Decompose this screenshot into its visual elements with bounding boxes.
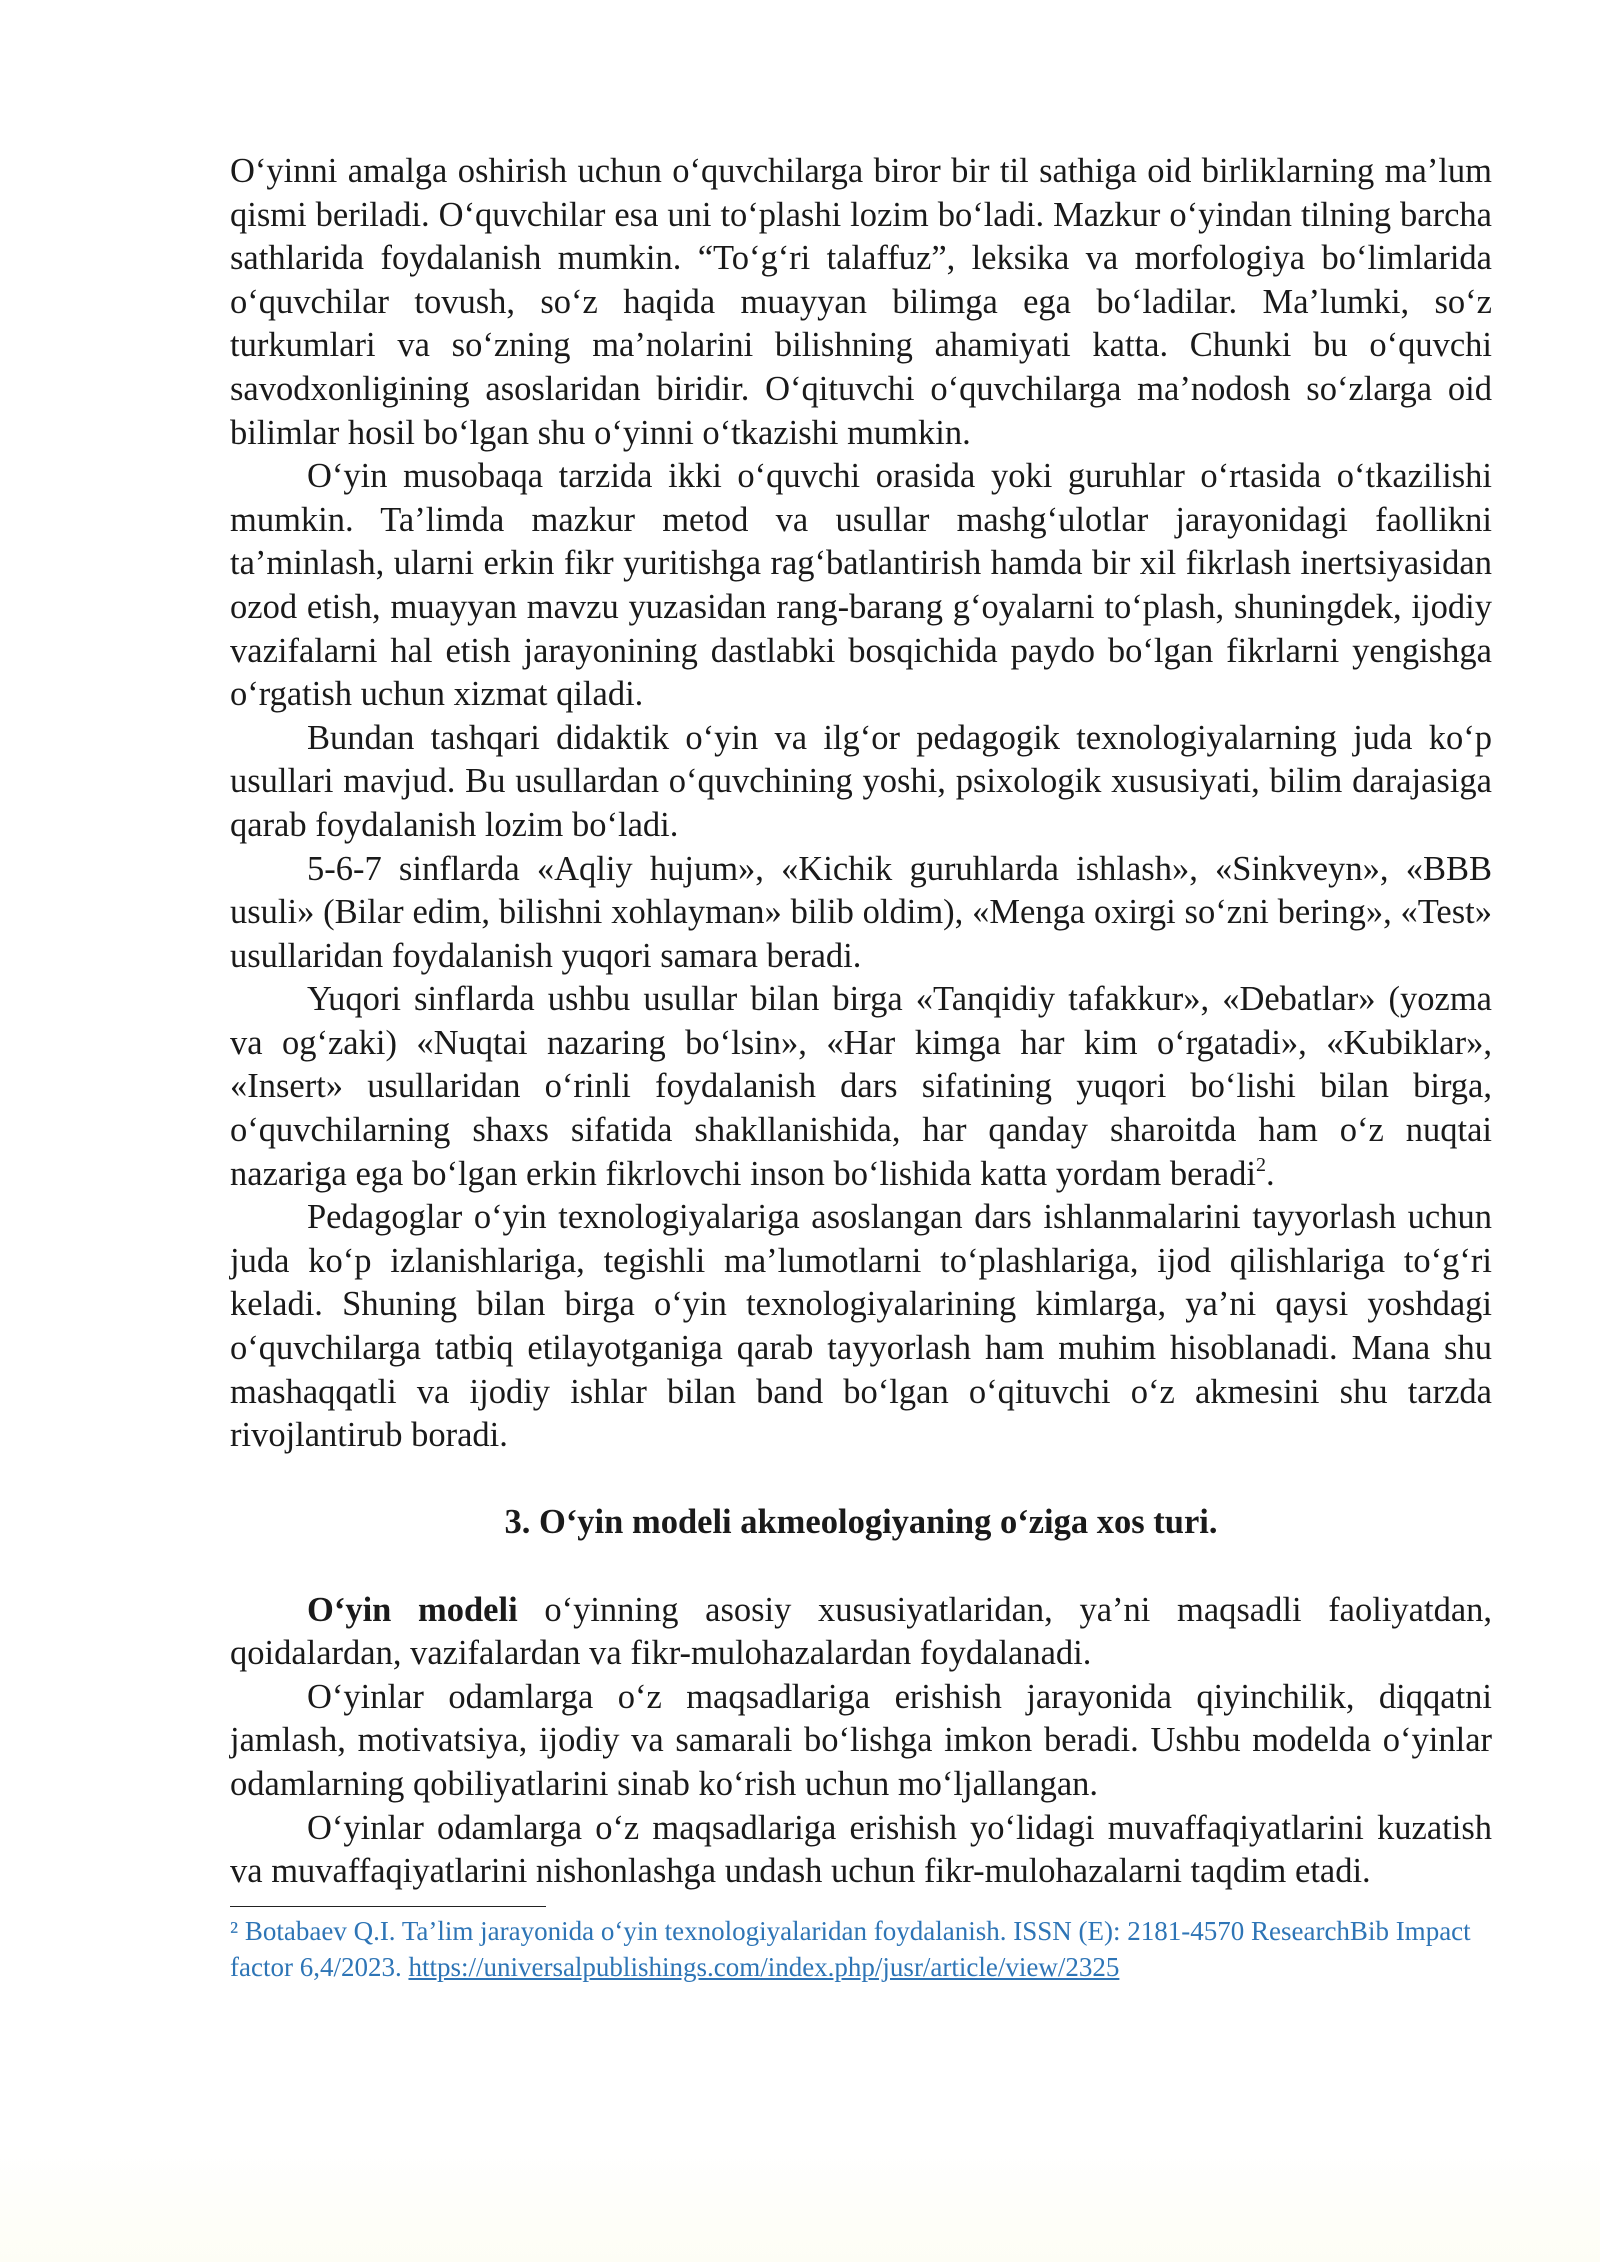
body-paragraph-2: O‘yin musobaqa tarzida ikki o‘quvchi orasida yoki guruhlar o‘rtasida o‘tkazilishi mumkin. Ta’limda mazkur metod va usullar mashg‘ulotlar jarayonidagi faollikni ta’minlash, ularni erkin fikr yuritishga rag‘batlantirish hamda bir xil fikrlash inertsiyasidan ozod etish, muayyan mavzu yuzasidan rang-barang g‘oyalarni to‘plash, shuningdek, ijodiy vazifalarni hal etish jarayonining dastlabki bosqichida paydo bo‘lgan fikrlarni yengishga o‘rgatish uchun xizmat qiladi. [230,457,1492,714]
footnote-reference[interactable]: 2 [1256,1153,1267,1176]
body-paragraph-1: O‘yinni amalga oshirish uchun o‘quvchilarga biror bir til sathiga oid birliklarning ma’lum qismi beriladi. O‘quvchilar esa uni to‘plashi lozim bo‘ladi. Mazkur o‘yindan tilning barcha sathlarida foydalanish mumkin. “To‘g‘ri talaffuz”, leksika va morfologiya bo‘limlarida o‘quvchilar tovush, so‘z haqida muayyan bilimga ega bo‘ladilar. Ma’lumki, so‘z turkumlari va so‘zning ma’nolarini bilishning ahamiyati katta. Chunki bu o‘quvchi savodxonligining asoslaridan biridir. O‘qituvchi o‘quvchilarga ma’nodosh so‘zlarga oid bilimlar hosil bo‘lgan shu o‘yinni o‘tkazishi mumkin. [230,152,1492,452]
section-spacer-top [230,1458,1492,1502]
body-paragraph-5 [230,978,1492,1196]
section-heading: 3. O‘yin modeli akmeologiyaning o‘ziga xos turi. [504,1503,1218,1542]
section-paragraph-3: O‘yinlar odamlarga o‘z maqsadlariga erishish yo‘lidagi muvaffaqiyatlarini kuzatish va muvaffaqiyatlarini nishonlashga undash uchun fikr-mulohazalarni taqdim etadi. [230,1808,1492,1891]
body-paragraph-3: Bundan tashqari didaktik o‘yin va ilg‘or pedagogik texnologiyalarning juda ko‘p usullari mavjud. Bu usullardan o‘quvchining yoshi, psixologik xususiyati, bilim darajasiga qarab foydalanish lozim bo‘ladi. [230,718,1492,844]
section-spacer-bottom [230,1545,1492,1589]
footnote-text: Botabaev Q.I. Ta’lim jarayonida o‘yin texnologiyalaridan foydalanish. ISSN (E): 2181-4570 ResearchBib Impact factor 6,4/2023. [230,1915,1471,1982]
body-paragraph-5-text: Yuqori sinflarda ushbu usullar bilan birga «Tanqidiy tafakkur», «Debatlar» (yozma va og‘zaki) «Nuqtai nazaring bo‘lsin», «Har kimga har kim o‘rgatadi», «Kubiklar», «Insert» usullaridan o‘rinli foydalanish dars sifatining yuqori bo‘lishi bilan birga, o‘quvchilarning shaxs sifatida shakllanishida, har qanday sharoitda ham o‘z nuqtai nazariga ega bo‘lgan erkin fikrlovchi inson bo‘lishida katta yordam beradi [230,980,1492,1193]
body-paragraph-6: Pedagoglar o‘yin texnologiyalariga asoslangan dars ishlanmalarini tayyorlash uchun juda ko‘p izlanishlariga, tegishli ma’lumotlarni to‘plashlariga, ijod qilishlariga to‘g‘ri keladi. Shuning bilan birga o‘yin texnologiyalarining kimlarga, ya’ni qaysi yoshdagi o‘quvchilarga tatbiq etilayotganiga qarab tayyorlash ham muhim hisoblanadi. Mana shu mashaqqatli va ijodiy ishlar bilan band bo‘lgan o‘qituvchi o‘z akmesini shu tarzda rivojlantirub boradi. [230,1198,1492,1455]
body-paragraph-4: 5-6-7 sinflarda «Aqliy hujum», «Kichik guruhlarda ishlash», «Sinkveyn», «BBB usuli» (Bilar edim, bilishni xohlayman» bilib oldim), «Menga oxirgi so‘zni bering», «Test» usullaridan foydalanish yuqori samara beradi. [230,849,1492,975]
page-bottom-tint [0,2142,1600,2262]
footnote-marker: ² [230,1915,239,1946]
footnote-link[interactable]: https://universalpublishings.com/index.php/jusr/article/view/2325 [408,1951,1120,1982]
section-paragraph-1 [230,1589,1492,1676]
footnote [230,1913,1492,1985]
section-paragraph-1-bold-lead: O‘yin modeli [307,1590,518,1629]
section-paragraph-1-text: o‘yinning asosiy xususiyatlaridan, ya’ni maqsadli faoliyatdan, qoidalardan, vazifalardan va fikr-mulohazalardan foydalanadi. [230,1590,1493,1673]
body-paragraph-5-end: . [1266,1154,1275,1193]
footnote-separator [230,1906,546,1907]
section-paragraph-2: O‘yinlar odamlarga o‘z maqsadlariga erishish jarayonida qiyinchilik, diqqatni jamlash, motivatsiya, ijodiy va samarali bo‘lishga imkon beradi. Ushbu modelda o‘yinlar odamlarning qobiliyatlarini sinab ko‘rish uchun mo‘ljallangan. [230,1677,1492,1803]
document-page [230,150,1492,1985]
